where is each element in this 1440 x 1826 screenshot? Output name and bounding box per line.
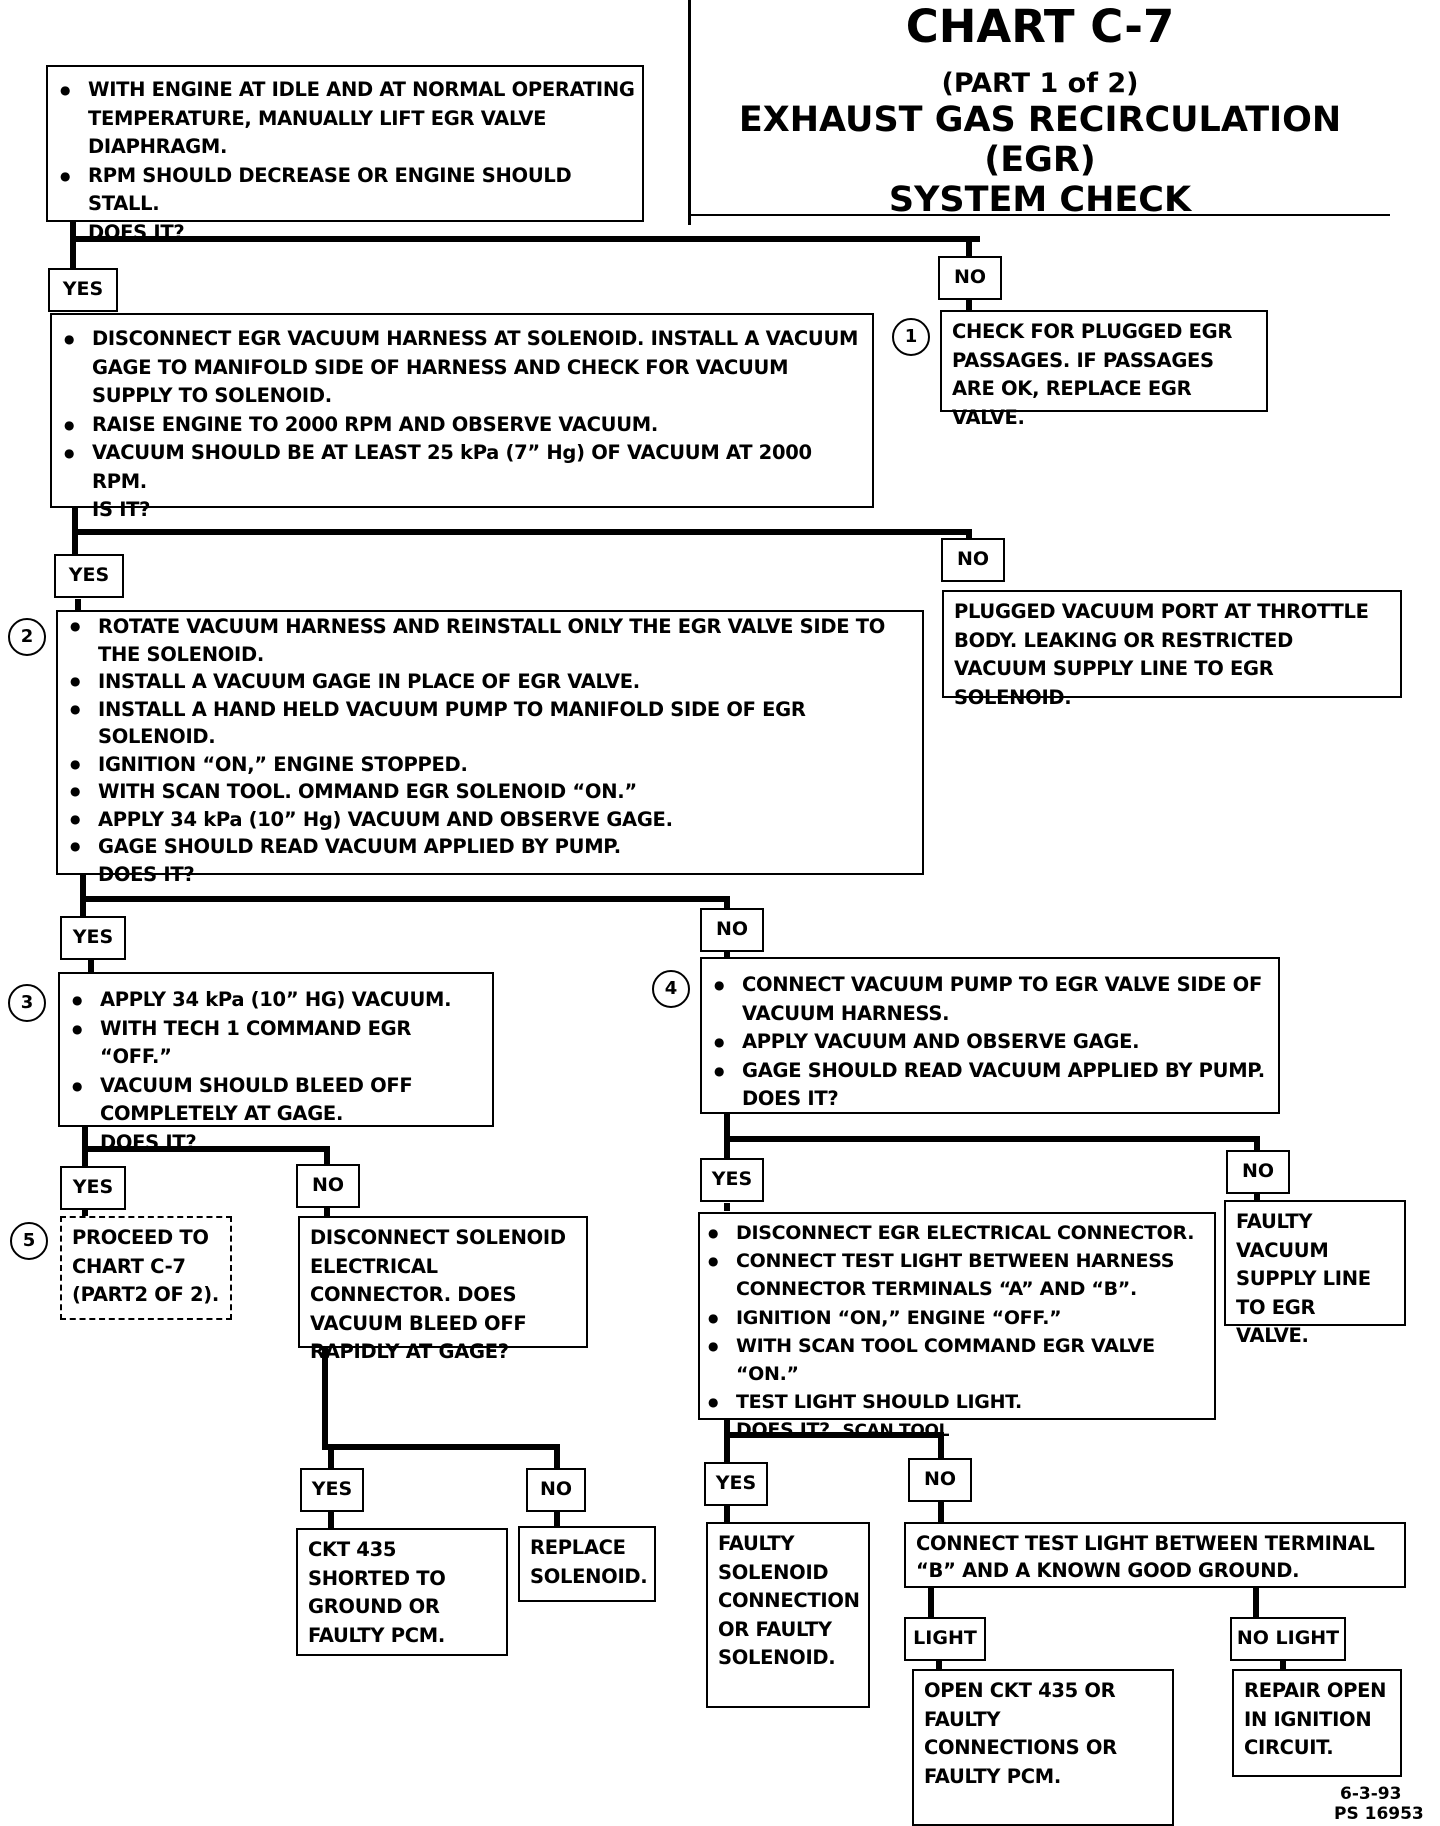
list-item: ● WITH SCAN TOOL. OMMAND EGR SOLENOID “ON.” [64, 778, 916, 806]
box-1-check-passages: CHECK FOR PLUGGED EGR PASSAGES. IF PASSAGES ARE OK, REPLACE EGR VALVE. [940, 310, 1268, 412]
connector [72, 529, 970, 535]
connector [724, 1136, 1260, 1142]
step-1-circle: 1 [892, 318, 930, 356]
faulty-vacuum-supply-box: FAULTY VACUUM SUPPLY LINE TO EGR VALVE. [1224, 1200, 1406, 1326]
list-item: ● APPLY VACUUM AND OBSERVE GAGE. [708, 1028, 1272, 1057]
list-item: ● VACUUM SHOULD BLEED OFF COMPLETELY AT GAGE. [66, 1072, 486, 1129]
yes-label: YES [700, 1158, 764, 1202]
connector [724, 1203, 730, 1211]
test-light-box [698, 1212, 1216, 1442]
yes-label: YES [704, 1462, 768, 1506]
plugged-port-box: PLUGGED VACUUM PORT AT THROTTLE BODY. LEAKING OR RESTRICTED VACUUM SUPPLY LINE TO EGR SOLENOID. [942, 590, 1402, 698]
question: DOES IT? [742, 1087, 839, 1110]
step-4-circle: 4 [652, 970, 690, 1008]
box-3-bleed-off [58, 972, 494, 1154]
question-text: DOES IT? [736, 1419, 830, 1442]
open-ckt-box: OPEN CKT 435 OR FAULTY CONNECTIONS OR FAULTY PCM. [912, 1669, 1174, 1826]
list-item: ● IGNITION “ON,” ENGINE STOPPED. [64, 751, 916, 779]
no-label: NO [908, 1458, 972, 1502]
list-item: ● RAISE ENGINE TO 2000 RPM AND OBSERVE VACUUM. [58, 411, 866, 440]
list-item: ● CONNECT TEST LIGHT BETWEEN HARNESS CONNECTOR TERMINALS “A” AND “B”. [702, 1247, 1210, 1303]
step-3-circle: 3 [8, 984, 46, 1022]
yes-label: YES [48, 268, 118, 312]
box-2-solenoid-test [56, 610, 924, 886]
connector [1253, 1583, 1259, 1619]
footer-ps-number: PS 16953 [1334, 1804, 1424, 1824]
title-line-1: EXHAUST GAS RECIRCULATION (EGR) [738, 100, 1342, 180]
repair-open-box: REPAIR OPEN IN IGNITION CIRCUIT. [1232, 1669, 1402, 1777]
part-label: (PART 1 of 2) [941, 68, 1139, 99]
yes-label: YES [60, 916, 126, 960]
question: IS IT? [92, 498, 151, 521]
list-item: ● GAGE SHOULD READ VACUUM APPLIED BY PUMP. [708, 1057, 1272, 1086]
step-2-circle: 2 [8, 618, 46, 656]
terminal-b-box: CONNECT TEST LIGHT BETWEEN TERMINAL “B” AND A KNOWN GOOD GROUND. [904, 1522, 1406, 1588]
connector [80, 896, 730, 902]
connector [928, 1583, 934, 1619]
no-label: NO [700, 908, 764, 952]
title-line-2: SYSTEM CHECK [888, 180, 1192, 220]
replace-solenoid-box: REPLACE SOLENOID. [518, 1526, 656, 1602]
faulty-solenoid-box: FAULTY SOLENOID CONNECTION OR FAULTY SOLENOID. [706, 1522, 870, 1708]
connector [724, 1504, 730, 1524]
connector [322, 1444, 560, 1450]
footer-date: 6-3-93 [1340, 1784, 1402, 1804]
list-item: ● APPLY 34 kPa (10” HG) VACUUM. [66, 986, 486, 1015]
list-item: ● VACUUM SHOULD BE AT LEAST 25 kPa (7” Hg) OF VACUUM AT 2000 RPM. [58, 439, 866, 496]
list-item: ● CONNECT VACUUM PUMP TO EGR VALVE SIDE OF VACUUM HARNESS. [708, 971, 1272, 1028]
connector [938, 1500, 944, 1522]
page-title [690, 100, 1390, 220]
list-item: ● RPM SHOULD DECREASE OR ENGINE SHOULD STALL. [54, 162, 636, 219]
disconnect-solenoid-box: DISCONNECT SOLENOID ELECTRICAL CONNECTOR. DOES VACUUM BLEED OFF RAPIDLY AT GAGE? [298, 1216, 588, 1348]
list-item: ● APPLY 34 kPa (10” Hg) VACUUM AND OBSERVE GAGE. [64, 806, 916, 834]
ckt-shorted-box: CKT 435 SHORTED TO GROUND OR FAULTY PCM. [296, 1528, 508, 1656]
list-item: ● WITH SCAN TOOL COMMAND EGR VALVE “ON.” [702, 1332, 1210, 1388]
list-item: ● INSTALL A VACUUM GAGE IN PLACE OF EGR VALVE. [64, 668, 916, 696]
step-5-circle: 5 [10, 1222, 48, 1260]
box-5-proceed: PROCEED TO CHART C-7 (PART2 OF 2). [60, 1216, 232, 1320]
light-label: LIGHT [904, 1617, 986, 1661]
vacuum-supply-box [50, 313, 874, 521]
question [702, 1416, 1210, 1445]
list-item: ● INSTALL A HAND HELD VACUUM PUMP TO MANIFOLD SIDE OF EGR SOLENOID. [64, 696, 916, 751]
list-item: ● GAGE SHOULD READ VACUUM APPLIED BY PUMP. [64, 833, 916, 861]
title-block [690, 0, 1390, 220]
list-item: ● DISCONNECT EGR ELECTRICAL CONNECTOR. [702, 1219, 1210, 1247]
list-item: ● TEST LIGHT SHOULD LIGHT. [702, 1388, 1210, 1416]
list-item: ● ROTATE VACUUM HARNESS AND REINSTALL ONLY THE EGR VALVE SIDE TO THE SOLENOID. [64, 613, 916, 668]
chart-title: CHART C-7 [905, 0, 1175, 53]
no-label: NO [1226, 1150, 1290, 1194]
yes-label: YES [54, 554, 124, 598]
question: DOES IT? [100, 1130, 197, 1154]
no-label: NO [296, 1164, 360, 1208]
no-label: NO [941, 538, 1005, 582]
scan-tool-note: SCAN TOOL [842, 1421, 950, 1442]
list-item: ● WITH TECH 1 COMMAND EGR “OFF.” [66, 1015, 486, 1072]
list-item: ● DISCONNECT EGR VACUUM HARNESS AT SOLENOID. INSTALL A VACUUM GAGE TO MANIFOLD SIDE OF HARNESS AND CHECK FOR VACUUM SUPPLY TO SOLENOID. [58, 325, 866, 411]
box-4-valve-side [700, 957, 1280, 1114]
yes-label: YES [60, 1166, 126, 1210]
question: DOES IT? [98, 862, 195, 886]
list-item: ● IGNITION “ON,” ENGINE “OFF.” [702, 1304, 1210, 1332]
no-light-label: NO LIGHT [1230, 1617, 1346, 1661]
question: DOES IT? [88, 220, 185, 244]
no-label: NO [938, 256, 1002, 300]
yes-label: YES [300, 1468, 364, 1512]
start-box [46, 65, 644, 244]
no-label: NO [526, 1468, 586, 1512]
list-item: ● WITH ENGINE AT IDLE AND AT NORMAL OPERATING TEMPERATURE, MANUALLY LIFT EGR VALVE DIAPHRAGM. [54, 76, 636, 162]
